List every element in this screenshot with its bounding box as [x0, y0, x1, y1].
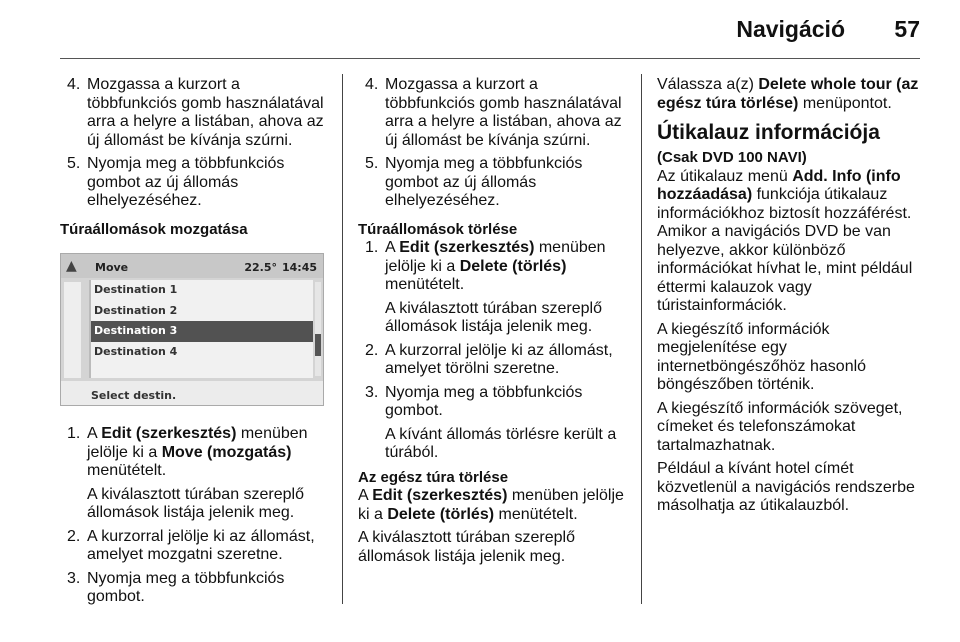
column-1	[60, 76, 330, 612]
list-item: 1. A Edit (szerkesztés) menüben jelölje ki a Delete (törlés) menütételt. A kiválasztott túrában szereplő állomások listája jelenik meg.	[365, 239, 606, 335]
navigation-arrow-icon: ▲	[66, 258, 77, 274]
column-divider-1	[342, 74, 343, 604]
screen-title: Move	[95, 261, 129, 274]
page-header	[0, 0, 960, 50]
screen-titlebar	[61, 254, 323, 278]
list-item: 3. Nyomja meg a többfunkciós gombot. A kívánt állomás törlésre került a túrából.	[365, 383, 617, 461]
screen-temperature: 22.5°	[244, 261, 277, 274]
screen-footer	[61, 381, 323, 405]
destination-item-4[interactable]: Destination 4	[94, 344, 178, 358]
nav-screen-illustration	[60, 253, 324, 406]
header-divider	[60, 58, 920, 59]
destination-item-1[interactable]: Destination 1	[94, 283, 178, 296]
destination-item-2[interactable]: Destination 2	[94, 303, 178, 317]
heading-delete-stops: Túraállomások törlése	[358, 220, 518, 238]
destination-list	[89, 280, 313, 378]
list-item: 2. A kurzorral jelölje ki az állomást, amelyet törölni szeretne.	[365, 341, 613, 377]
heading-move-stops: Túraállomások mozgatása	[60, 220, 248, 238]
screen-scrollbar-track	[315, 282, 321, 376]
list-item: 4. Mozgassa a kurzort a többfunkciós gomb használatával arra a helyre a listában, ahova az új állomást be kívánja szúrni.	[67, 76, 324, 149]
section-title: Navigáció	[736, 16, 845, 42]
screen-footer-label: Select destin.	[91, 389, 177, 402]
column-2: 4. Mozgassa a kurzort a többfunkciós gomb használatával arra a helyre a listában, ahova az új állomást be kívánja szúrni. 5. Nyomja meg a többfunkciós gombot az új állomás elhelyezéséhez. Túraállomások törlése 1. A Edit (szerkesztés) menüben jelölje ki a Delete (törlés) menütételt. A kiválasztott túrában szereplő állomások listája jelenik meg. 2. A kurzorral jelölje ki az állomást, amelyet törölni szeretne. 3. Nyomja meg a többfunkciós gombot. A kívánt állomás törlésre került a túrából. Az egész túra törlése A Edit (szerkesztés) menüben jelölje ki a Delete (törlés) menütételt. A kiválasztott túrában szereplő állomások listája jelenik meg.	[358, 76, 626, 571]
list-item: 2. A kurzorral jelölje ki az állomást, amelyet mozgatni szeretne.	[67, 527, 315, 563]
destination-item-3-selected[interactable]: Destination 3	[91, 321, 313, 342]
page-number: 57	[894, 16, 920, 42]
list-item: 5. Nyomja meg a többfunkciós gombot az új állomás elhelyezéséhez.	[67, 155, 285, 209]
screen-time: 14:45	[281, 261, 317, 274]
list-item: 1. A Edit (szerkesztés) menüben jelölje ki a Move (mozgatás) menütételt. A kiválasztott túrában szereplő állomások listája jelenik meg.	[67, 425, 308, 521]
screen-side-panel	[64, 282, 81, 378]
list-item: 3. Nyomja meg a többfunkciós gombot.	[67, 569, 285, 605]
subheading-dvd: (Csak DVD 100 NAVI)	[657, 149, 807, 166]
list-item: 4. Mozgassa a kurzort a többfunkciós gomb használatával arra a helyre a listában, ahova az új állomást be kívánja szúrni.	[365, 76, 622, 149]
list-item: 5. Nyomja meg a többfunkciós gombot az új állomás elhelyezéséhez.	[365, 155, 583, 209]
column-3: Válassza a(z) Delete whole tour (az egész túra törlése) menüpontot. Útikalauz információja (Csak DVD 100 NAVI) Az útikalauz menü Add. Info (info hozzáadása) funkciója útikalauz információkhoz biztosít hozzáférést. Amikor a navigációs DVD be van helyezve, akkor különböző információkat hívhat le, mint például éttermi kalauzok vagy túristainformációk. A kiegészítő információk megjelenítése egy internetböngészőhöz hasonló böngészőben történik. A kiegészítő információk szöveget, címeket és telefonszámokat tartalmazhatnak. Például a kívánt hotel címét közvetlenül a navigációs rendszerbe másolhatja az útikalauzból.	[657, 76, 927, 521]
heading-travel-guide: Útikalauz információja	[657, 121, 880, 144]
screen-scrollbar-thumb	[315, 334, 321, 356]
heading-delete-tour: Az egész túra törlése	[358, 468, 509, 486]
column-divider-2	[641, 74, 642, 604]
